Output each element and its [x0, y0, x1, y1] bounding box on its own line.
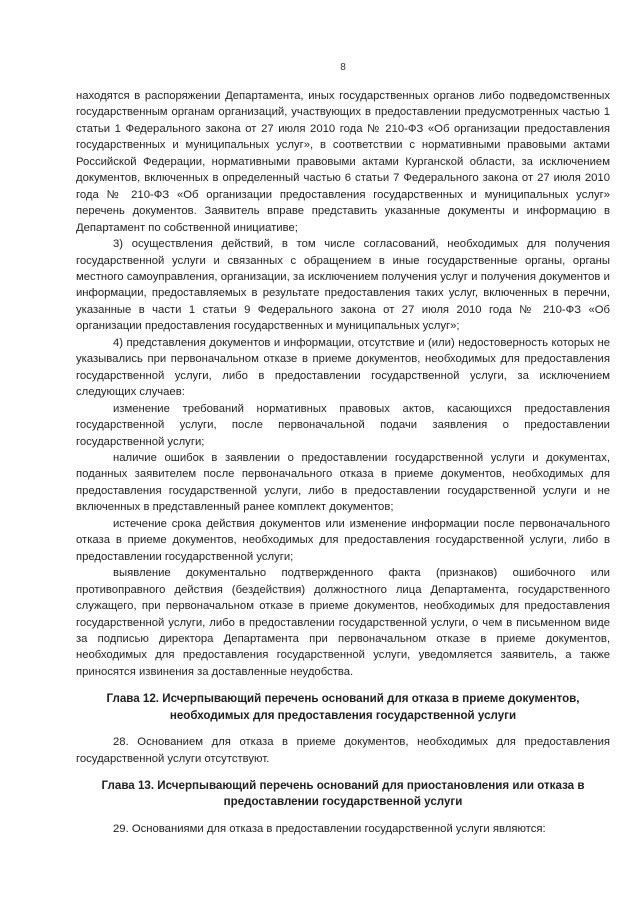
- paragraph-28: 28. Основанием для отказа в приеме документов, необходимых для предоставления государственной услуги отсутствуют.: [76, 736, 610, 765]
- paragraph-case-unlawful-action: выявление документально подтвержденного факта (признаков) ошибочного или противоправного действия (бездействия) должностного лица Департамента, государственного служащего, при первоначальном отказе в приеме документов, необходимых для предоставления государственной услуги, либо в предоставлении государственной услуги, о чем в письменном виде за подписью директора Департамента при первоначальном отказе в приеме документов, необходимых для предоставления государственной услуги, уведомляется заявитель, а также приносятся извинения за доставленные неудобства.: [76, 567, 610, 678]
- chapter-12-heading: Глава 12. Исчерпывающий перечень оснований для отказа в приеме документов, необходимых для предоставления государственной услуги: [106, 692, 580, 722]
- document-body: [76, 88, 610, 837]
- paragraph-case-expiry: истечение срока действия документов или изменение информации после первоначального отказа в приеме документов, необходимых для предоставления государственной услуги, либо в предоставлении государственной услуги;: [76, 517, 610, 563]
- paragraph-continuation: находятся в распоряжении Департамента, иных государственных органов либо подведомственных государственным органам организаций, участвующих в предоставлении предусмотренных частью 1 статьи 1 Федерального закона от 27 июля 2010 года № 210-ФЗ «Об организации предоставления государственных и муниципальных услуг», в соответствии с нормативными правовыми актами Российской Федерации, нормативными правовыми актами Курганской области, за исключением документов, включенных в определенный частью 6 статьи 7 Федерального закона от 27 июля 2010 года № 210-ФЗ «Об организации предоставления государственных и муниципальных услуг» перечень документов. Заявитель вправе представить указанные документы и информацию в Департамент по собственной инициативе;: [76, 90, 610, 234]
- paragraph-29: 29. Основаниями для отказа в предоставлении государственной услуги являются:: [113, 822, 546, 835]
- page-number: 8: [340, 62, 346, 73]
- paragraph-item-3: 3) осуществления действий, в том числе согласований, необходимых для получения государственной услуги и связанных с обращением в иные государственные органы, органы местного самоуправления, организации, за исключением получения услуг и получения документов и информации, предоставляемых в результате предоставления таких услуг, включенных в перечни, указанные в части 1 статьи 9 Федерального закона от 27 июля 2010 года № 210-ФЗ «Об организации предоставления государственных и муниципальных услуг»;: [76, 238, 610, 333]
- paragraph-case-requirements-change: изменение требований нормативных правовых актов, касающихся предоставления государственной услуги, после первоначальной подачи заявления о предоставлении государственной услуги;: [76, 402, 610, 448]
- paragraph-case-errors: наличие ошибок в заявлении о предоставлении государственной услуги и документах, поданных заявителем после первоначального отказа в приеме документов, необходимых для предоставления государственной услуги, либо в предоставлении государственной услуги и не включенных в представленный ранее комплект документов;: [76, 451, 610, 514]
- paragraph-item-4: 4) представления документов и информации, отсутствие и (или) недостоверность которых не указывались при первоначальном отказе в приеме документов, необходимых для предоставления государственной услуги, либо в предоставлении государственной услуги, за исключением следующих случаев:: [76, 336, 610, 399]
- chapter-13-heading: Глава 13. Исчерпывающий перечень оснований для приостановления или отказа в предоставлении государственной услуги: [101, 779, 585, 809]
